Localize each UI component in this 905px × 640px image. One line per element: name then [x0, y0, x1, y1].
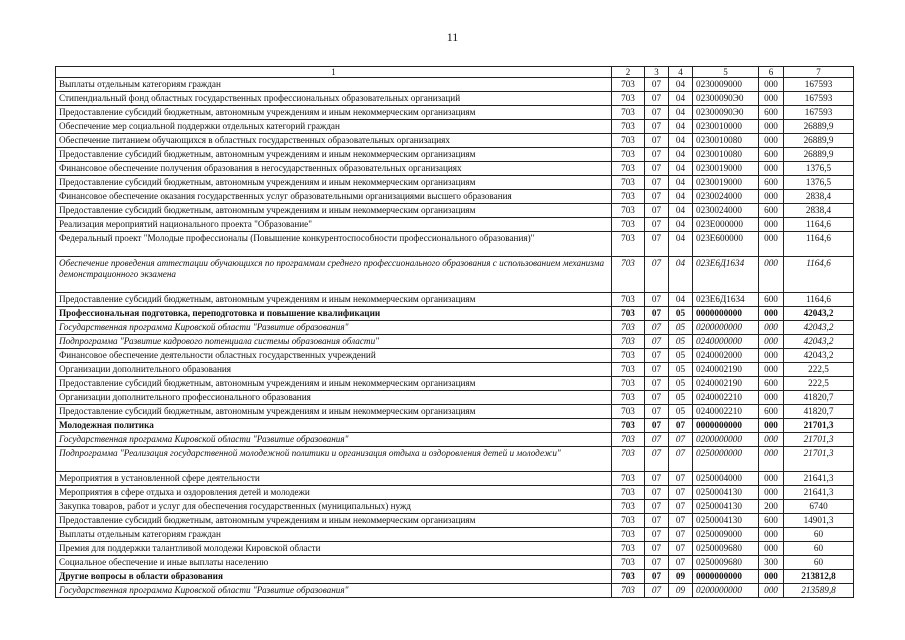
row-target-article: 0200000000: [693, 584, 759, 598]
row-department-code: 703: [612, 486, 645, 500]
row-subsection-code: 04: [669, 204, 693, 218]
row-amount: 222,5: [784, 363, 854, 377]
row-department-code: 703: [612, 204, 645, 218]
row-name: Предоставление субсидий бюджетным, автономным учреждениям и иным некоммерческим организациям: [56, 148, 612, 162]
row-name: Выплаты отдельным категориям граждан: [56, 78, 612, 92]
row-expense-type: 000: [759, 190, 784, 204]
row-expense-type: 600: [759, 148, 784, 162]
row-target-article: 023E000000: [693, 218, 759, 232]
row-target-article: 0240002190: [693, 377, 759, 391]
table-row: [56, 190, 854, 204]
row-subsection-code: 05: [669, 377, 693, 391]
row-target-article: 0000000000: [693, 307, 759, 321]
table-row: [56, 514, 854, 528]
row-section-code: 07: [645, 232, 669, 257]
row-section-code: 07: [645, 204, 669, 218]
row-target-article: 0250009680: [693, 542, 759, 556]
row-department-code: 703: [612, 570, 645, 584]
header-col-4: 4: [669, 67, 693, 78]
row-section-code: 07: [645, 134, 669, 148]
row-amount: 41820,7: [784, 391, 854, 405]
row-target-article: 0230024000: [693, 190, 759, 204]
row-target-article: 0250004130: [693, 500, 759, 514]
row-department-code: 703: [612, 148, 645, 162]
row-name: Премия для поддержки талантливой молодежи Кировской области: [56, 542, 612, 556]
table-row: [56, 486, 854, 500]
row-expense-type: 600: [759, 405, 784, 419]
row-name: Предоставление субсидий бюджетным, автономным учреждениям и иным некоммерческим организациям: [56, 377, 612, 391]
row-department-code: 703: [612, 176, 645, 190]
row-target-article: 0250004130: [693, 486, 759, 500]
table-row: [56, 134, 854, 148]
table-row: [56, 335, 854, 349]
row-expense-type: 000: [759, 232, 784, 257]
row-subsection-code: 07: [669, 528, 693, 542]
row-department-code: 703: [612, 419, 645, 433]
row-target-article: 0000000000: [693, 419, 759, 433]
row-subsection-code: 07: [669, 542, 693, 556]
row-amount: 1164,6: [784, 257, 854, 293]
row-section-code: 07: [645, 257, 669, 293]
table-row: [56, 349, 854, 363]
row-expense-type: 000: [759, 419, 784, 433]
row-amount: 167593: [784, 92, 854, 106]
row-amount: 167593: [784, 106, 854, 120]
row-subsection-code: 07: [669, 447, 693, 472]
row-section-code: 07: [645, 486, 669, 500]
row-section-code: 07: [645, 363, 669, 377]
row-subsection-code: 04: [669, 190, 693, 204]
row-section-code: 07: [645, 391, 669, 405]
row-amount: 2838,4: [784, 190, 854, 204]
table-row: [56, 293, 854, 307]
row-amount: 42043,2: [784, 349, 854, 363]
row-name: Предоставление субсидий бюджетным, автономным учреждениям и иным некоммерческим организациям: [56, 405, 612, 419]
row-name: Предоставление субсидий бюджетным, автономным учреждениям и иным некоммерческим организациям: [56, 293, 612, 307]
row-expense-type: 000: [759, 218, 784, 232]
row-expense-type: 600: [759, 176, 784, 190]
row-subsection-code: 04: [669, 148, 693, 162]
table-row: [56, 106, 854, 120]
row-subsection-code: 07: [669, 472, 693, 486]
row-amount: 1376,5: [784, 176, 854, 190]
table-row: [56, 363, 854, 377]
row-target-article: 0250009000: [693, 528, 759, 542]
header-col-5: 5: [693, 67, 759, 78]
table-row: [56, 419, 854, 433]
row-target-article: 0230019000: [693, 176, 759, 190]
page-number: 11: [446, 30, 459, 44]
table-row: [56, 391, 854, 405]
row-amount: 42043,2: [784, 321, 854, 335]
row-amount: 60: [784, 542, 854, 556]
row-target-article: 0230010000: [693, 120, 759, 134]
row-section-code: 07: [645, 335, 669, 349]
row-section-code: 07: [645, 162, 669, 176]
row-name: Государственная программа Кировской области "Развитие образования": [56, 433, 612, 447]
table-header-row: [56, 67, 854, 78]
row-expense-type: 000: [759, 134, 784, 148]
row-amount: 60: [784, 556, 854, 570]
row-section-code: 07: [645, 405, 669, 419]
row-subsection-code: 05: [669, 335, 693, 349]
row-department-code: 703: [612, 92, 645, 106]
row-expense-type: 000: [759, 257, 784, 293]
row-expense-type: 000: [759, 162, 784, 176]
row-name: Обеспечение проведения аттестации обучающихся по программам среднего профессионального образования с использованием механизма демонстрационного экзамена: [56, 257, 612, 293]
row-section-code: 07: [645, 584, 669, 598]
table-row: [56, 433, 854, 447]
row-amount: 2838,4: [784, 204, 854, 218]
row-name: Организации дополнительного профессионального образования: [56, 391, 612, 405]
table-row: [56, 307, 854, 321]
table-row: [56, 528, 854, 542]
row-target-article: 0240002210: [693, 391, 759, 405]
row-section-code: 07: [645, 500, 669, 514]
row-target-article: 0250004130: [693, 514, 759, 528]
row-department-code: 703: [612, 307, 645, 321]
row-section-code: 07: [645, 78, 669, 92]
row-target-article: 0250004000: [693, 472, 759, 486]
row-section-code: 07: [645, 570, 669, 584]
row-name: Мероприятия в сфере отдыха и оздоровления детей и молодежи: [56, 486, 612, 500]
row-name: Социальное обеспечение и иные выплаты населению: [56, 556, 612, 570]
row-expense-type: 000: [759, 349, 784, 363]
row-expense-type: 300: [759, 556, 784, 570]
row-name: Финансовое обеспечение деятельности областных государственных учреждений: [56, 349, 612, 363]
row-section-code: 07: [645, 514, 669, 528]
row-target-article: 0230024000: [693, 204, 759, 218]
row-section-code: 07: [645, 106, 669, 120]
row-subsection-code: 07: [669, 433, 693, 447]
row-expense-type: 000: [759, 120, 784, 134]
row-subsection-code: 07: [669, 500, 693, 514]
table-row: [56, 405, 854, 419]
row-department-code: 703: [612, 447, 645, 472]
row-subsection-code: 07: [669, 419, 693, 433]
row-expense-type: 000: [759, 486, 784, 500]
table-row: [56, 204, 854, 218]
row-expense-type: 000: [759, 570, 784, 584]
row-target-article: 0240002000: [693, 349, 759, 363]
row-subsection-code: 09: [669, 570, 693, 584]
row-amount: 60: [784, 528, 854, 542]
row-target-article: 0000000000: [693, 570, 759, 584]
row-expense-type: 000: [759, 391, 784, 405]
row-department-code: 703: [612, 514, 645, 528]
header-col-2: 2: [612, 67, 645, 78]
row-section-code: 07: [645, 556, 669, 570]
header-col-3: 3: [645, 67, 669, 78]
table-row: [56, 500, 854, 514]
row-amount: 213812,8: [784, 570, 854, 584]
table-row: [56, 472, 854, 486]
row-section-code: 07: [645, 472, 669, 486]
row-department-code: 703: [612, 232, 645, 257]
table-row: [56, 257, 854, 293]
row-name: Предоставление субсидий бюджетным, автономным учреждениям и иным некоммерческим организациям: [56, 176, 612, 190]
header-col-7: 7: [784, 67, 854, 78]
table-row: [56, 120, 854, 134]
row-subsection-code: 05: [669, 307, 693, 321]
row-department-code: 703: [612, 106, 645, 120]
row-department-code: 703: [612, 391, 645, 405]
row-expense-type: 000: [759, 363, 784, 377]
row-department-code: 703: [612, 120, 645, 134]
row-name: Предоставление субсидий бюджетным, автономным учреждениям и иным некоммерческим организациям: [56, 514, 612, 528]
row-subsection-code: 07: [669, 486, 693, 500]
row-name: Государственная программа Кировской области "Развитие образования": [56, 321, 612, 335]
row-department-code: 703: [612, 257, 645, 293]
header-col-6: 6: [759, 67, 784, 78]
row-subsection-code: 09: [669, 584, 693, 598]
row-subsection-code: 05: [669, 391, 693, 405]
row-name: Финансовое обеспечение получения образования в негосударственных образовательных организациях: [56, 162, 612, 176]
row-amount: 1164,6: [784, 232, 854, 257]
row-section-code: 07: [645, 307, 669, 321]
row-department-code: 703: [612, 335, 645, 349]
row-section-code: 07: [645, 148, 669, 162]
table-row: [56, 162, 854, 176]
row-amount: 21641,3: [784, 486, 854, 500]
row-name: Подпрограмма "Развитие кадрового потенциала системы образования области": [56, 335, 612, 349]
table-row: [56, 556, 854, 570]
row-target-article: 0230010080: [693, 134, 759, 148]
row-target-article: 0200000000: [693, 321, 759, 335]
row-name: Реализация мероприятий национального проекта "Образование": [56, 218, 612, 232]
row-subsection-code: 07: [669, 556, 693, 570]
row-subsection-code: 07: [669, 514, 693, 528]
row-subsection-code: 05: [669, 363, 693, 377]
row-name: Мероприятия в установленной сфере деятельности: [56, 472, 612, 486]
row-amount: 1376,5: [784, 162, 854, 176]
row-expense-type: 000: [759, 307, 784, 321]
row-section-code: 07: [645, 542, 669, 556]
row-section-code: 07: [645, 349, 669, 363]
row-amount: 21701,3: [784, 419, 854, 433]
row-name: Финансовое обеспечение оказания государственных услуг образовательными организациями высшего образования: [56, 190, 612, 204]
row-target-article: 0250000000: [693, 447, 759, 472]
table-row: [56, 377, 854, 391]
row-amount: 42043,2: [784, 335, 854, 349]
row-department-code: 703: [612, 377, 645, 391]
row-expense-type: 000: [759, 433, 784, 447]
row-department-code: 703: [612, 542, 645, 556]
row-target-article: 0240002210: [693, 405, 759, 419]
table-row: [56, 78, 854, 92]
row-department-code: 703: [612, 584, 645, 598]
row-expense-type: 000: [759, 321, 784, 335]
table-row: [56, 218, 854, 232]
row-name: Организации дополнительного образования: [56, 363, 612, 377]
row-department-code: 703: [612, 190, 645, 204]
row-expense-type: 600: [759, 377, 784, 391]
row-target-article: 02300090Э0: [693, 106, 759, 120]
row-amount: 1164,6: [784, 218, 854, 232]
row-subsection-code: 05: [669, 405, 693, 419]
row-amount: 26889,9: [784, 148, 854, 162]
table-row: [56, 232, 854, 257]
row-name: Государственная программа Кировской области "Развитие образования": [56, 584, 612, 598]
row-expense-type: 000: [759, 92, 784, 106]
row-section-code: 07: [645, 92, 669, 106]
row-expense-type: 600: [759, 293, 784, 307]
row-department-code: 703: [612, 321, 645, 335]
row-expense-type: 600: [759, 204, 784, 218]
row-subsection-code: 04: [669, 106, 693, 120]
row-department-code: 703: [612, 293, 645, 307]
row-amount: 222,5: [784, 377, 854, 391]
row-target-article: 023Е6Д1634: [693, 293, 759, 307]
row-section-code: 07: [645, 293, 669, 307]
row-name: Обеспечение питанием обучающихся в областных государственных образовательных организациях: [56, 134, 612, 148]
row-department-code: 703: [612, 162, 645, 176]
row-name: Молодежная политика: [56, 419, 612, 433]
row-department-code: 703: [612, 218, 645, 232]
row-target-article: 023E600000: [693, 232, 759, 257]
row-section-code: 07: [645, 120, 669, 134]
row-amount: 42043,2: [784, 307, 854, 321]
row-amount: 213589,8: [784, 584, 854, 598]
row-expense-type: 000: [759, 528, 784, 542]
row-subsection-code: 04: [669, 120, 693, 134]
row-target-article: 0230010080: [693, 148, 759, 162]
row-target-article: 0200000000: [693, 433, 759, 447]
row-amount: 21701,3: [784, 433, 854, 447]
row-section-code: 07: [645, 419, 669, 433]
table-row: [56, 176, 854, 190]
row-department-code: 703: [612, 433, 645, 447]
row-section-code: 07: [645, 218, 669, 232]
row-section-code: 07: [645, 176, 669, 190]
row-amount: 21701,3: [784, 447, 854, 472]
row-expense-type: 000: [759, 542, 784, 556]
row-section-code: 07: [645, 190, 669, 204]
row-subsection-code: 04: [669, 134, 693, 148]
row-subsection-code: 04: [669, 162, 693, 176]
row-department-code: 703: [612, 500, 645, 514]
row-subsection-code: 04: [669, 218, 693, 232]
table-row: [56, 321, 854, 335]
row-target-article: 0230009000: [693, 78, 759, 92]
row-amount: 26889,9: [784, 120, 854, 134]
row-section-code: 07: [645, 321, 669, 335]
row-department-code: 703: [612, 349, 645, 363]
row-expense-type: 000: [759, 335, 784, 349]
row-department-code: 703: [612, 134, 645, 148]
row-name: Обеспечение мер социальной поддержки отдельных категорий граждан: [56, 120, 612, 134]
row-amount: 21641,3: [784, 472, 854, 486]
row-amount: 167593: [784, 78, 854, 92]
row-section-code: 07: [645, 433, 669, 447]
table-row: [56, 92, 854, 106]
row-expense-type: 600: [759, 106, 784, 120]
row-target-article: 0230019000: [693, 162, 759, 176]
row-name: Предоставление субсидий бюджетным, автономным учреждениям и иным некоммерческим организациям: [56, 204, 612, 218]
row-target-article: 0250009680: [693, 556, 759, 570]
table-row: [56, 584, 854, 598]
row-department-code: 703: [612, 556, 645, 570]
row-section-code: 07: [645, 447, 669, 472]
row-department-code: 703: [612, 472, 645, 486]
row-name: Подпрограмма "Реализация государственной молодежной политики и организация отдыха и оздоровления детей и молодежи": [56, 447, 612, 472]
row-target-article: 02300090Э0: [693, 92, 759, 106]
table-row: [56, 148, 854, 162]
row-subsection-code: 04: [669, 293, 693, 307]
table-row: [56, 542, 854, 556]
row-name: Другие вопросы в области образования: [56, 570, 612, 584]
row-target-article: 0240000000: [693, 335, 759, 349]
row-name: Стипендиальный фонд областных государственных профессиональных образовательных организаций: [56, 92, 612, 106]
row-department-code: 703: [612, 405, 645, 419]
row-amount: 1164,6: [784, 293, 854, 307]
table-row: [56, 570, 854, 584]
row-department-code: 703: [612, 363, 645, 377]
row-subsection-code: 04: [669, 78, 693, 92]
row-expense-type: 000: [759, 447, 784, 472]
row-name: Профессиональная подготовка, переподготовка и повышение квалификации: [56, 307, 612, 321]
row-name: Закупка товаров, работ и услуг для обеспечения государственных (муниципальных) нужд: [56, 500, 612, 514]
row-subsection-code: 04: [669, 92, 693, 106]
row-name: Предоставление субсидий бюджетным, автономным учреждениям и иным некоммерческим организациям: [56, 106, 612, 120]
row-amount: 26889,9: [784, 134, 854, 148]
row-name: Выплаты отдельным категориям граждан: [56, 528, 612, 542]
row-subsection-code: 05: [669, 349, 693, 363]
row-expense-type: 600: [759, 514, 784, 528]
row-name: Федеральный проект "Молодые профессионалы (Повышение конкурентоспособности профессионального образования)": [56, 232, 612, 257]
row-section-code: 07: [645, 528, 669, 542]
row-amount: 6740: [784, 500, 854, 514]
budget-table: [55, 66, 854, 598]
row-amount: 14901,3: [784, 514, 854, 528]
row-target-article: 0240002190: [693, 363, 759, 377]
row-subsection-code: 05: [669, 321, 693, 335]
row-subsection-code: 04: [669, 232, 693, 257]
row-subsection-code: 04: [669, 257, 693, 293]
row-department-code: 703: [612, 78, 645, 92]
row-expense-type: 000: [759, 472, 784, 486]
row-expense-type: 200: [759, 500, 784, 514]
row-expense-type: 000: [759, 78, 784, 92]
header-col-1: 1: [56, 67, 612, 78]
row-target-article: 023Е6Д1634: [693, 257, 759, 293]
row-amount: 41820,7: [784, 405, 854, 419]
row-expense-type: 000: [759, 584, 784, 598]
table-row: [56, 447, 854, 472]
row-department-code: 703: [612, 528, 645, 542]
row-subsection-code: 04: [669, 176, 693, 190]
row-section-code: 07: [645, 377, 669, 391]
